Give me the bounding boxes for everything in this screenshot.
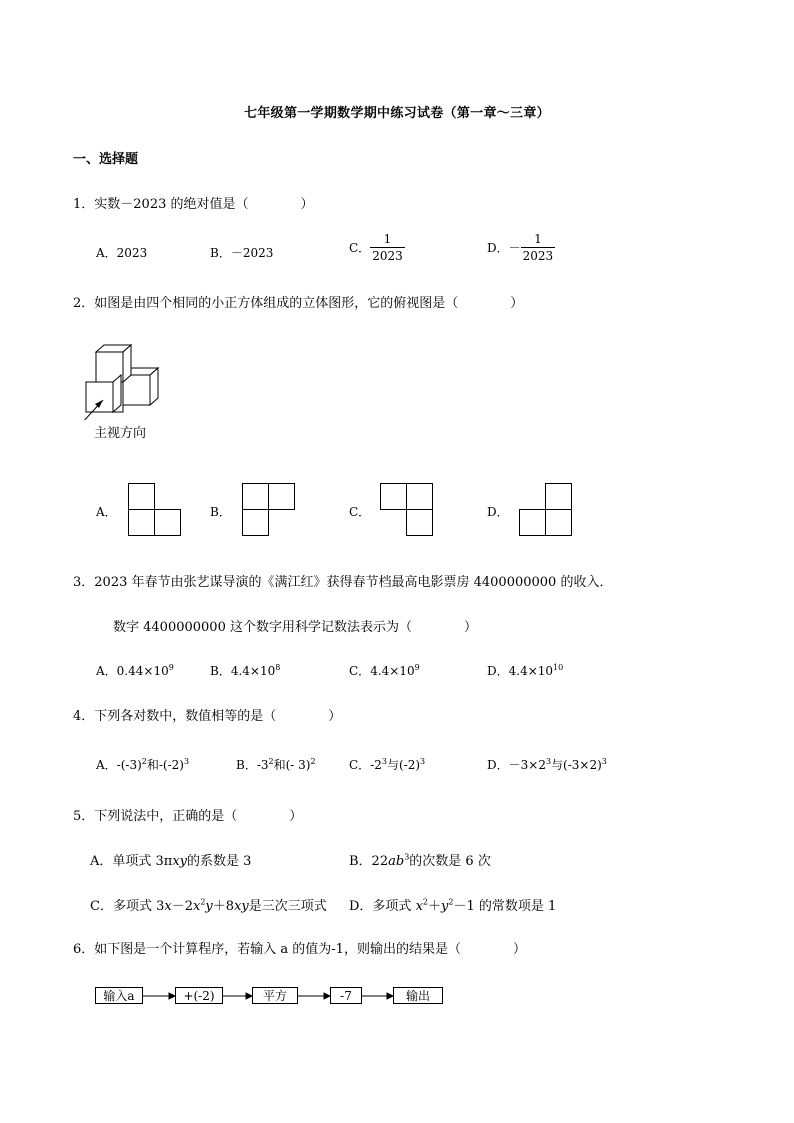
q1-option-b[interactable]	[210, 244, 273, 261]
exponent: 3	[420, 757, 426, 766]
option-base: 4.4×10	[508, 664, 554, 678]
question-3-stem: 3．2023 年春节由张艺谋导演的《满江红》获得春节档最高电影票房 4400000000 的收入．	[73, 575, 613, 590]
flow-output-box: 输出	[393, 987, 443, 1004]
option-letter: D．－	[487, 241, 521, 255]
exponent: 2	[141, 757, 147, 766]
exponent: 2	[200, 897, 206, 907]
fraction	[521, 233, 556, 262]
option-letter: B．	[236, 758, 257, 772]
option-letter: B．	[210, 664, 231, 678]
exponent: 3	[381, 757, 387, 766]
q4-option-c[interactable]	[349, 756, 425, 773]
option-text: B．22	[349, 854, 389, 869]
denominator: 2023	[522, 249, 554, 263]
exponent: 3	[404, 852, 410, 862]
option-letter: C．	[349, 664, 371, 678]
option-text: －2023	[230, 246, 274, 260]
option-text: ＋8	[212, 899, 235, 914]
q4-option-d[interactable]	[487, 756, 607, 773]
option-text: C．多项式 3	[90, 899, 165, 914]
expr-part: 和(- 3)	[273, 758, 311, 772]
denominator: 2023	[372, 249, 403, 263]
question-6-stem: 6．如下图是一个计算程序，若输入 a 的值为-1，则输出的结果是（ ）	[73, 942, 526, 957]
flow-input-box: 输入a	[95, 987, 143, 1004]
q3-option-a[interactable]	[96, 662, 174, 679]
option-text: A．单项式 3π	[90, 854, 173, 869]
exponent: 2	[310, 757, 316, 766]
option-letter: D．	[487, 758, 509, 772]
q3-option-b[interactable]	[210, 662, 280, 679]
option-text: D．多项式	[349, 899, 416, 914]
q2-option-b-figure	[242, 483, 296, 537]
variable: x	[415, 899, 423, 914]
variable: xy	[234, 899, 249, 914]
exponent: 2	[422, 897, 428, 907]
option-letter: C．	[349, 241, 371, 255]
option-text: －1 的常数项是 1	[453, 899, 557, 914]
option-text: 是三次三项式	[248, 899, 327, 914]
variable: ab	[388, 854, 405, 869]
q3-option-c[interactable]	[349, 662, 420, 679]
expr-part: 与(-2)	[386, 758, 421, 772]
option-letter: A．	[96, 664, 117, 678]
q2-option-c-letter[interactable]: C．	[349, 505, 371, 519]
numerator: 1	[383, 232, 392, 246]
question-3-stem-2: 数字 4400000000 这个数字用科学记数法表示为（ ）	[113, 620, 477, 635]
question-2-stem: 2．如图是由四个相同的小正方体组成的立体图形，它的俯视图是（ ）	[73, 296, 524, 311]
question-1-stem: 1．实数－2023 的绝对值是（ ）	[73, 197, 314, 212]
q2-option-d-letter[interactable]: D．	[487, 505, 509, 519]
q2-option-b-letter[interactable]: B．	[210, 505, 231, 519]
q4-option-a[interactable]	[96, 756, 189, 773]
expr-part: －3×2	[508, 758, 546, 772]
option-text: 2023	[116, 246, 148, 260]
q5-option-b[interactable]	[349, 850, 491, 869]
expr-part: -(-3)	[116, 758, 142, 772]
option-text: 的系数是 3	[187, 854, 252, 869]
option-letter: B．	[210, 246, 231, 260]
exponent: 2	[268, 757, 274, 766]
q3-option-d[interactable]	[487, 662, 563, 679]
q2-option-c-figure	[380, 483, 434, 537]
option-exponent: 9	[414, 663, 420, 672]
q5-option-c[interactable]	[90, 895, 327, 914]
option-letter: A．	[96, 758, 117, 772]
expr-part: -2	[370, 758, 382, 772]
option-base: 0.44×10	[116, 664, 169, 678]
variable: x	[164, 899, 172, 914]
option-text: ＋	[428, 899, 442, 914]
exponent: 3	[545, 757, 552, 766]
view-direction-label: 主视方向	[94, 426, 147, 441]
flow-arrows	[143, 988, 395, 1004]
exponent: 3	[601, 757, 607, 766]
cube-figure	[78, 340, 168, 420]
expr-part: 与(-3×2)	[551, 758, 602, 772]
question-5-stem: 5．下列说法中，正确的是（ ）	[73, 809, 303, 824]
q1-option-a[interactable]	[96, 244, 147, 261]
q1-option-d[interactable]	[487, 233, 555, 262]
numerator: 1	[534, 232, 542, 246]
option-base: 4.4×10	[370, 664, 415, 678]
option-text: 的次数是 6 次	[409, 854, 491, 869]
expr-part: -3	[256, 758, 269, 772]
q2-option-a-figure	[128, 483, 182, 537]
option-letter: C．	[349, 758, 371, 772]
exponent: 3	[183, 757, 190, 766]
exponent: 2	[448, 897, 454, 907]
flow-square-box: 平方	[252, 987, 298, 1004]
expr-part: 和-(-2)	[146, 758, 184, 772]
option-base: 4.4×10	[230, 664, 276, 678]
fraction	[370, 233, 405, 262]
section-heading: 一、选择题	[73, 152, 139, 167]
variable: y	[441, 899, 449, 914]
flow-add-box: +(-2)	[175, 987, 223, 1004]
option-exponent: 9	[168, 663, 174, 672]
flow-subtract-box: -7	[330, 987, 362, 1004]
option-letter: D．	[487, 664, 509, 678]
option-text: －2	[171, 899, 193, 914]
q2-option-d-figure	[519, 483, 573, 537]
q5-option-a[interactable]	[90, 850, 251, 869]
q5-option-d[interactable]	[349, 895, 556, 914]
variable: x	[192, 899, 201, 914]
variable: y	[205, 899, 213, 914]
q1-option-c[interactable]	[349, 233, 405, 262]
variable: xy	[172, 854, 188, 869]
q4-option-b[interactable]	[236, 756, 316, 773]
option-letter: A．	[96, 246, 117, 260]
option-exponent: 10	[553, 663, 564, 672]
question-4-stem: 4．下列各对数中，数值相等的是（ ）	[73, 709, 342, 724]
option-exponent: 8	[275, 663, 281, 672]
q2-option-a-letter[interactable]: A．	[96, 505, 117, 519]
page-title: 七年级第一学期数学期中练习试卷（第一章～三章）	[244, 106, 550, 121]
